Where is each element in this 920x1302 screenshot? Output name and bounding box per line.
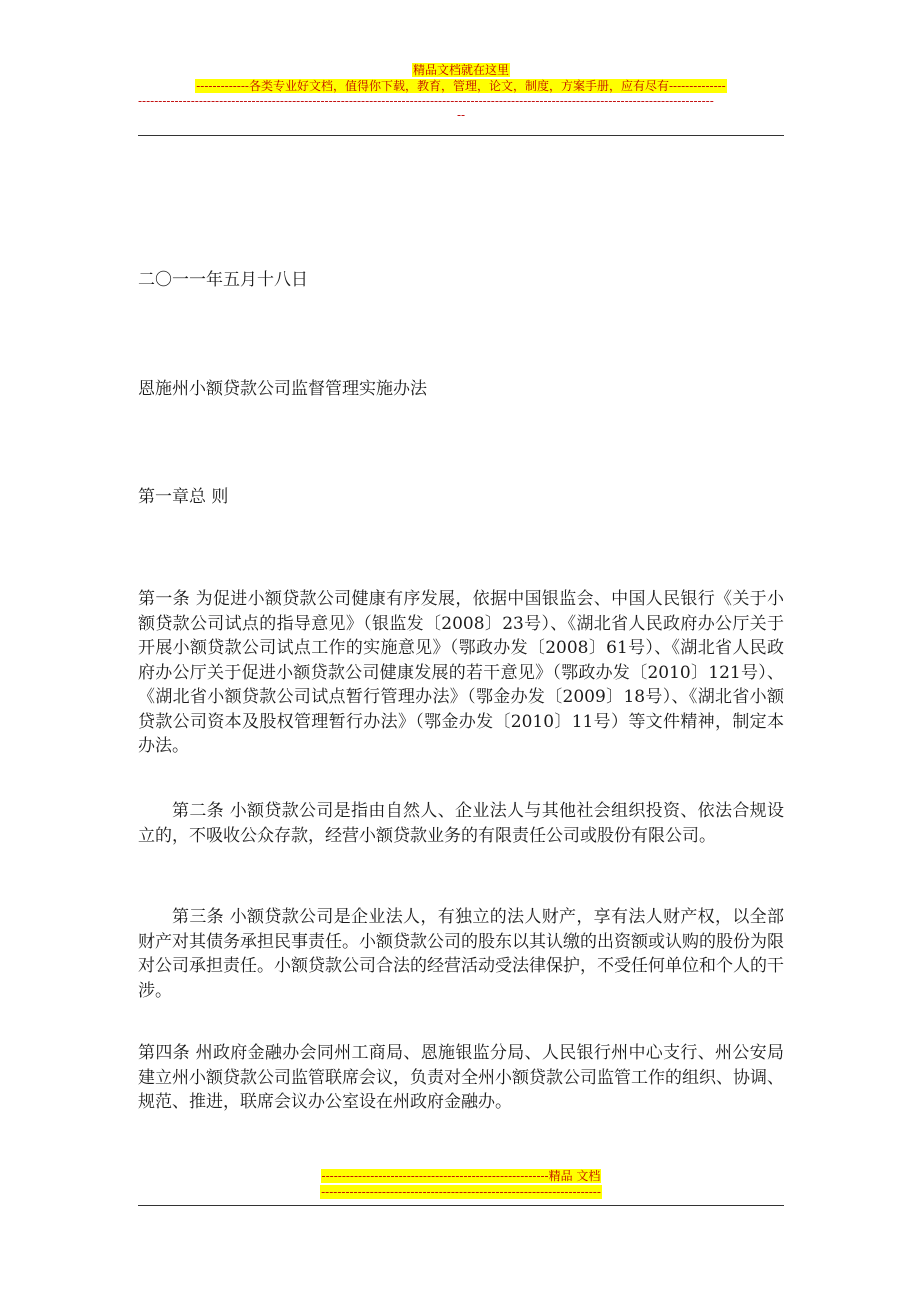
article-1: 第一条 为促进小额贷款公司健康有序发展，依据中国银监会、中国人民银行《关于小额贷款公司试点的指导意见》（银监发〔2008〕23号）、《湖北省人民政府办公厅关于开展小额贷款公司试点工作的实施意见》（鄂政办发〔2008〕61号）、《湖北省人民政府办公厅关于促进小额贷款公司健康发展的若干意见》（鄂政办发〔2010〕121号）、《湖北省小额贷款公司试点暂行管理办法》（鄂金办发〔2009〕18号）、《湖北省小额贷款公司资本及股权管理暂行办法》（鄂金办发〔2010〕11号）等文件精神，制定本办法。 bbox=[138, 589, 784, 756]
page-header bbox=[138, 62, 784, 122]
footer-line-1 bbox=[138, 1168, 784, 1184]
document-date: 二〇一一年五月十八日 bbox=[138, 270, 308, 290]
document-title: 恩施州小额贷款公司监督管理实施办法 bbox=[138, 379, 427, 399]
footer-line-2-text: --------------------------------------------------------------------- bbox=[321, 1185, 601, 1199]
article-4: 第四条 州政府金融办会同州工商局、恩施银监分局、人民银行州中心支行、州公安局建立州小额贷款公司监管联席会议，负责对全州小额贷款公司监管工作的组织、协调、规范、推进，联席会议办公室设在州政府金融办。 bbox=[138, 1043, 784, 1112]
footer-rule bbox=[138, 1205, 784, 1206]
footer-line-2 bbox=[138, 1184, 784, 1200]
header-dashes: ---------------------------------------------------------------------------------------------------------------------------------------------- bbox=[138, 94, 714, 108]
header-title-text: 精品文档就在这里 bbox=[412, 63, 509, 77]
chapter-heading: 第一章总 则 bbox=[138, 487, 229, 507]
article-3: 第三条 小额贷款公司是企业法人，有独立的法人财产，享有法人财产权，以全部财产对其债务承担民事责任。小额贷款公司的股东以其认缴的出资额或认购的股份为限对公司承担责任。小额贷款公司合法的经营活动受法律保护，不受任何单位和个人的干涉。 bbox=[138, 907, 784, 1001]
header-dashes-tail: -- bbox=[456, 108, 466, 122]
header-rule bbox=[138, 135, 784, 136]
article-2: 第二条 小额贷款公司是指由自然人、企业法人与其他社会组织投资、依法合规设立的，不吸收公众存款，经营小额贷款业务的有限责任公司或股份有限公司。 bbox=[138, 801, 784, 846]
footer-line-1-text: --------------------------------------------------------精品 文档 bbox=[321, 1169, 601, 1183]
header-tagline-text: -------------各类专业好文档，值得你下载，教育，管理，论文，制度，方案手册，应有尽有-------------- bbox=[196, 79, 726, 93]
page-footer bbox=[138, 1168, 784, 1200]
header-tagline bbox=[138, 78, 784, 94]
header-title bbox=[138, 62, 784, 78]
